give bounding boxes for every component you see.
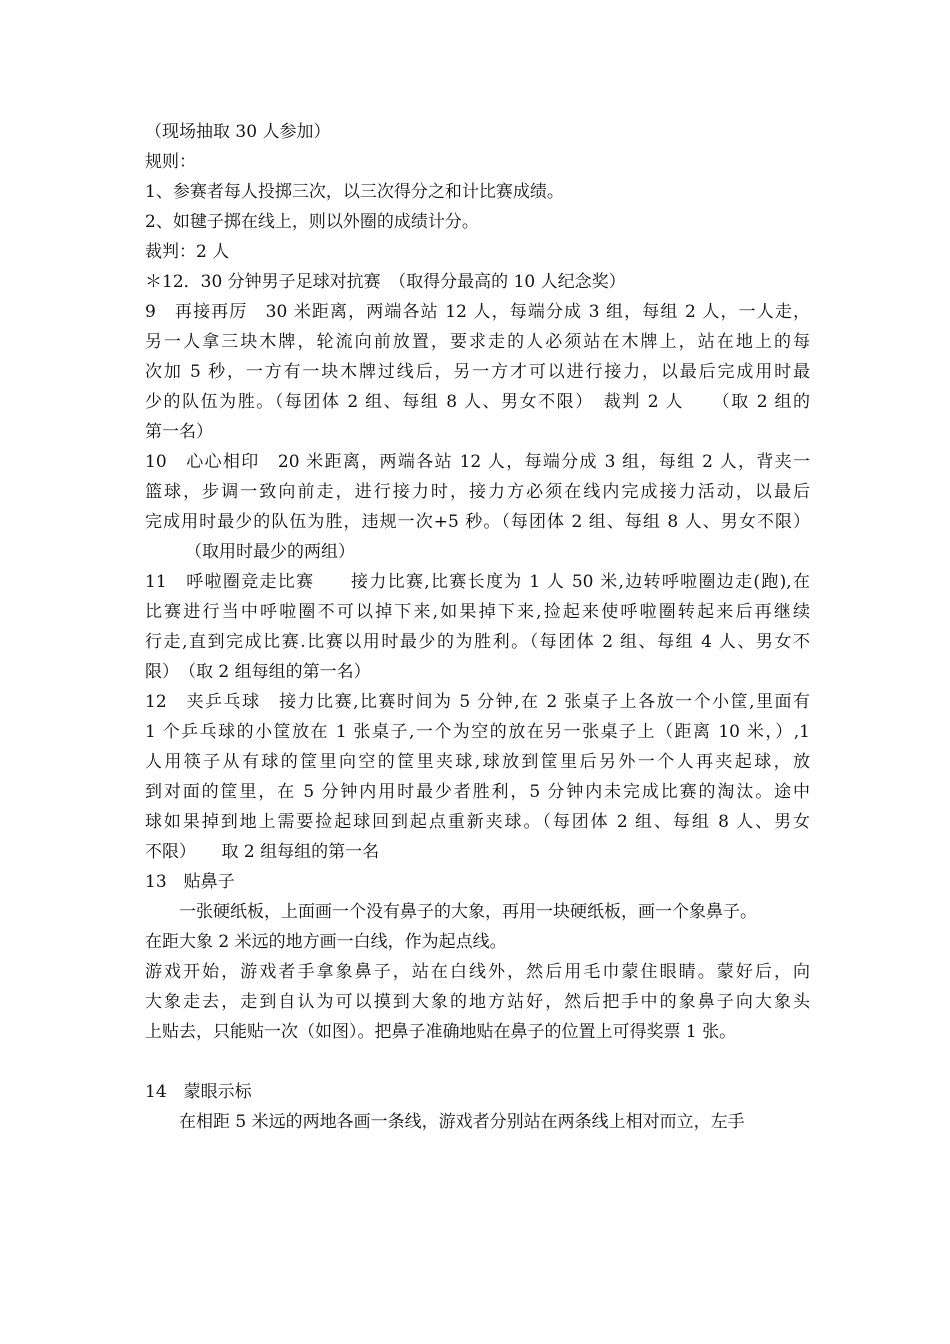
text-line: 12 夹乒乓球 接力比赛,比赛时间为 5 分钟,在 2 张桌子上各放一个小筐,里面有 <box>145 692 810 712</box>
text-line: 人用筷子从有球的筐里向空的筐里夹球,球放到筐里后另外一个人再夹起球，放 <box>145 752 810 772</box>
text-line: 比赛进行当中呼啦圈不可以掉下来,如果掉下来,捡起来使呼啦圈转起来后再继续 <box>145 602 810 622</box>
text-line: 到对面的筐里，在 5 分钟内用时最少者胜利，5 分钟内未完成比赛的淘汰。途中 <box>145 782 810 802</box>
text-line: （取用时最少的两组） <box>185 542 355 562</box>
blank-line <box>145 1047 810 1077</box>
document-body <box>145 117 810 1137</box>
text-line: 限） （取 2 组每组的第一名） <box>145 662 371 682</box>
text-line: 游戏开始，游戏者手拿象鼻子，站在白线外，然后用毛巾蒙住眼睛。蒙好后，向 <box>145 962 810 982</box>
text-line: 在距大象 2 米远的地方画一白线，作为起点线。 <box>145 932 507 952</box>
text-line: 一张硬纸板，上面画一个没有鼻子的大象，再用一块硬纸板，画一个象鼻子。 <box>179 902 757 922</box>
text-line: 10 心心相印 20 米距离，两端各站 12 人，每端分成 3 组，每组 2 人，背夹一 <box>145 452 810 472</box>
section-heading: ＊12．30 分钟男子足球对抗赛 （取得分最高的 10 人纪念奖） <box>145 272 626 292</box>
section-heading: 13 贴鼻子 <box>145 872 235 892</box>
section-heading: 14 蒙眼示标 <box>145 1082 252 1102</box>
text-line: 大象走去，走到自认为可以摸到大象的地方站好，然后把手中的象鼻子向大象头 <box>145 992 810 1012</box>
text-line: 上贴去，只能贴一次（如图）。把鼻子准确地贴在鼻子的位置上可得奖票 1 张。 <box>145 1022 737 1042</box>
text-line: （现场抽取 30 人参加） <box>145 122 331 142</box>
text-line: 11 呼啦圈竞走比赛 接力比赛,比赛长度为 1 人 50 米,边转呼啦圈边走(跑),在 <box>145 572 810 592</box>
text-line: 第一名） <box>145 422 213 442</box>
text-line: 在相距 5 米远的两地各画一条线，游戏者分别站在两条线上相对而立，左手 <box>179 1112 745 1132</box>
text-line: 1、参赛者每人投掷三次，以三次得分之和计比赛成绩。 <box>145 182 564 202</box>
text-line: 少的队伍为胜。（每团体 2 组、每组 8 人、男女不限） 裁判 2 人 （取 2 组的 <box>145 392 810 412</box>
text-line: 2、如毽子掷在线上，则以外圈的成绩计分。 <box>145 212 479 232</box>
text-line: 规则： <box>145 152 196 172</box>
text-line: 行走,直到完成比赛.比赛以用时最少的为胜利。（每团体 2 组、每组 4 人、男女不 <box>145 632 810 652</box>
text-line: 不限） 取 2 组每组的第一名 <box>145 842 380 862</box>
text-line: 篮球，步调一致向前走，进行接力时，接力方必须在线内完成接力活动，以最后 <box>145 482 810 502</box>
text-line: 完成用时最少的队伍为胜，违规一次+5 秒。（每团体 2 组、每组 8 人、男女不限） <box>145 512 810 532</box>
text-line: 另一人拿三块木牌，轮流向前放置，要求走的人必须站在木牌上，站在地上的每 <box>145 332 810 352</box>
text-line: 9 再接再厉 30 米距离，两端各站 12 人，每端分成 3 组，每组 2 人，一人走， <box>145 302 810 322</box>
text-line: 1 个乒乓球的小筐放在 1 张桌子,一个为空的放在另一张桌子上（距离 10 米，）,1 <box>145 722 810 742</box>
text-line: 球如果掉到地上需要捡起球回到起点重新夹球。（每团体 2 组、每组 8 人、男女 <box>145 812 810 832</box>
text-line: 裁判：2 人 <box>145 242 230 262</box>
text-line: 次加 5 秒，一方有一块木牌过线后，另一方才可以进行接力，以最后完成用时最 <box>145 362 810 382</box>
